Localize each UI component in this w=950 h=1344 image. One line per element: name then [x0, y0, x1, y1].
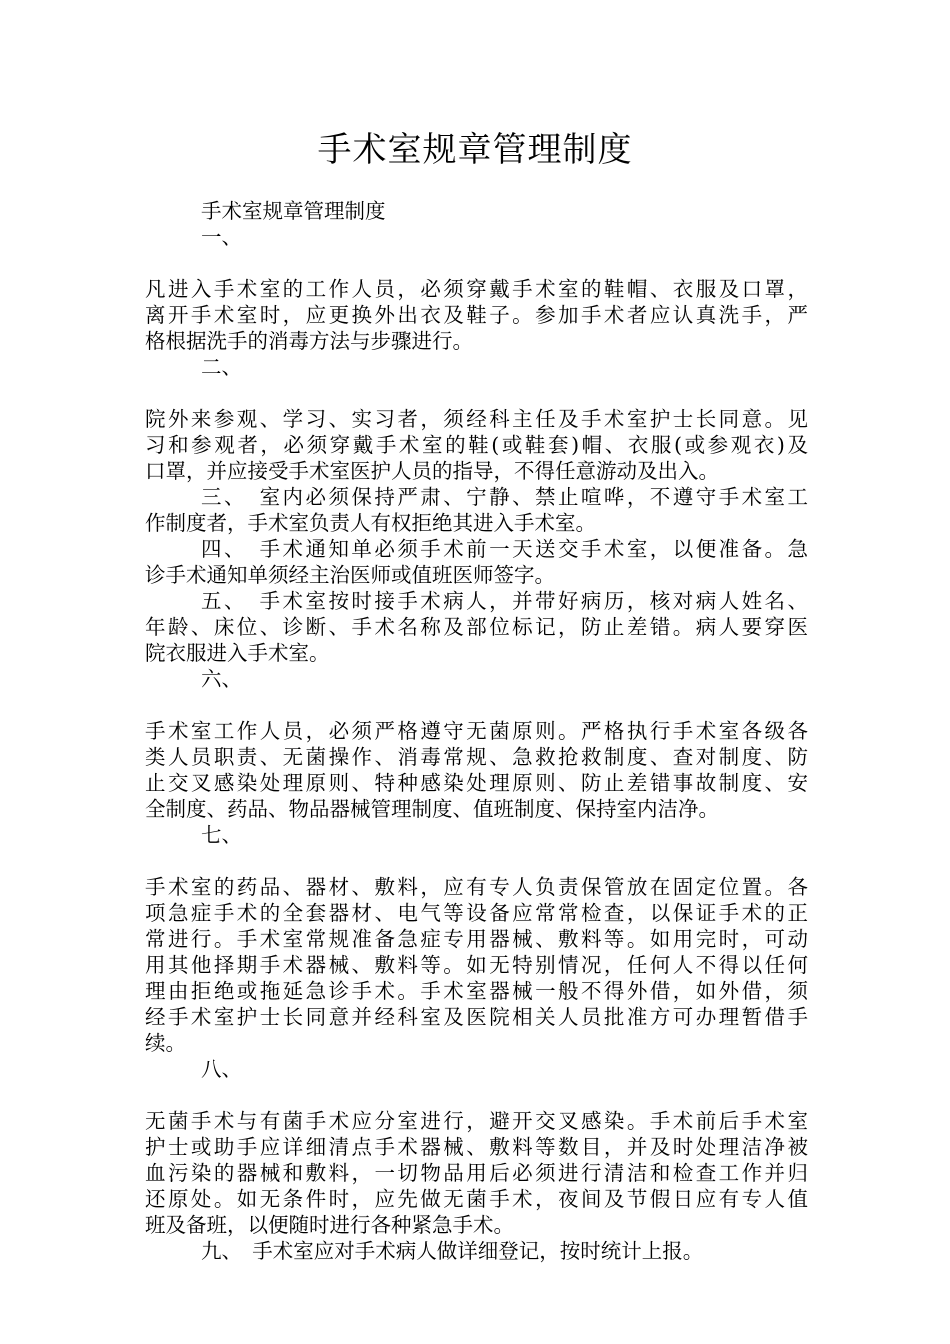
text-line: 年龄、床位、诊断、手术名称及部位标记，防止差错。病人要穿医 — [145, 615, 808, 639]
text-line: 续。 — [145, 1031, 186, 1055]
text-line: 常进行。手术室常规准备急症专用器械、敷料等。如用完时，可动 — [145, 927, 808, 951]
text-line: 经手术室护士长同意并经科室及医院相关人员批准方可办理暂借手 — [145, 1005, 808, 1029]
text-line: 四、 手术通知单必须手术前一天送交手术室，以便准备。急 — [201, 537, 808, 561]
text-line: 还原处。如无条件时，应先做无菌手术，夜间及节假日应有专人值 — [145, 1187, 808, 1211]
text-line: 二、 — [201, 355, 242, 379]
blank-line — [145, 380, 808, 406]
blank-line — [145, 692, 808, 718]
text-line: 手术室的药品、器材、敷料，应有专人负责保管放在固定位置。各 — [145, 875, 808, 899]
text-line: 八、 — [201, 1057, 242, 1081]
text-line: 离开手术室时，应更换外出衣及鞋子。参加手术者应认真洗手，严 — [145, 303, 808, 327]
text-line: 六、 — [201, 667, 242, 691]
text-line: 三、 室内必须保持严肃、宁静、禁止喧哗，不遵守手术室工 — [201, 485, 808, 509]
text-line: 格根据洗手的消毒方法与步骤进行。 — [145, 329, 473, 353]
text-line: 手术室规章管理制度 — [201, 199, 386, 223]
text-line: 诊手术通知单须经主治医师或值班医师签字。 — [145, 563, 555, 587]
blank-line — [145, 250, 808, 276]
text-line: 九、 手术室应对手术病人做详细登记，按时统计上报。 — [201, 1239, 704, 1263]
text-line: 项急症手术的全套器材、电气等设备应常常检查，以保证手术的正 — [145, 901, 808, 925]
document-title: 手术室规章管理制度 — [317, 130, 633, 170]
text-line: 血污染的器械和敷料，一切物品用后必须进行清洁和检查工作并归 — [145, 1161, 808, 1185]
text-line: 院衣服进入手术室。 — [145, 641, 330, 665]
text-line: 口罩，并应接受手术室医护人员的指导，不得任意游动及出入。 — [145, 459, 719, 483]
text-line: 七、 — [201, 823, 242, 847]
text-line: 手术室工作人员，必须严格遵守无菌原则。严格执行手术室各级各 — [145, 719, 808, 743]
text-line: 类人员职责、无菌操作、消毒常规、急救抢救制度、查对制度、防 — [145, 745, 808, 769]
text-line: 一、 — [201, 225, 242, 249]
text-line: 五、 手术室按时接手术病人，并带好病历，核对病人姓名、 — [201, 589, 808, 613]
text-line: 班及备班，以便随时进行各种紧急手术。 — [145, 1213, 514, 1237]
text-line: 作制度者，手术室负责人有权拒绝其进入手术室。 — [145, 511, 596, 535]
text-line: 止交叉感染处理原则、特种感染处理原则、防止差错事故制度、安 — [145, 771, 808, 795]
text-line: 全制度、药品、物品器械管理制度、值班制度、保持室内洁净。 — [145, 797, 719, 821]
text-line: 院外来参观、学习、实习者，须经科主任及手术室护士长同意。见 — [145, 407, 808, 431]
text-line: 护士或助手应详细清点手术器械、敷料等数目，并及时处理洁净被 — [145, 1135, 808, 1159]
text-line: 用其他择期手术器械、敷料等。如无特别情况，任何人不得以任何 — [145, 953, 808, 977]
text-line: 凡进入手术室的工作人员，必须穿戴手术室的鞋帽、衣服及口罩， — [145, 277, 808, 301]
document-body — [145, 198, 808, 1264]
text-line: 无菌手术与有菌手术应分室进行，避开交叉感染。手术前后手术室 — [145, 1109, 808, 1133]
blank-line — [145, 848, 808, 874]
text-line: 习和参观者，必须穿戴手术室的鞋(或鞋套)帽、衣服(或参观衣)及 — [145, 433, 808, 457]
text-line: 理由拒绝或拖延急诊手术。手术室器械一般不得外借，如外借，须 — [145, 979, 808, 1003]
blank-line — [145, 1082, 808, 1108]
